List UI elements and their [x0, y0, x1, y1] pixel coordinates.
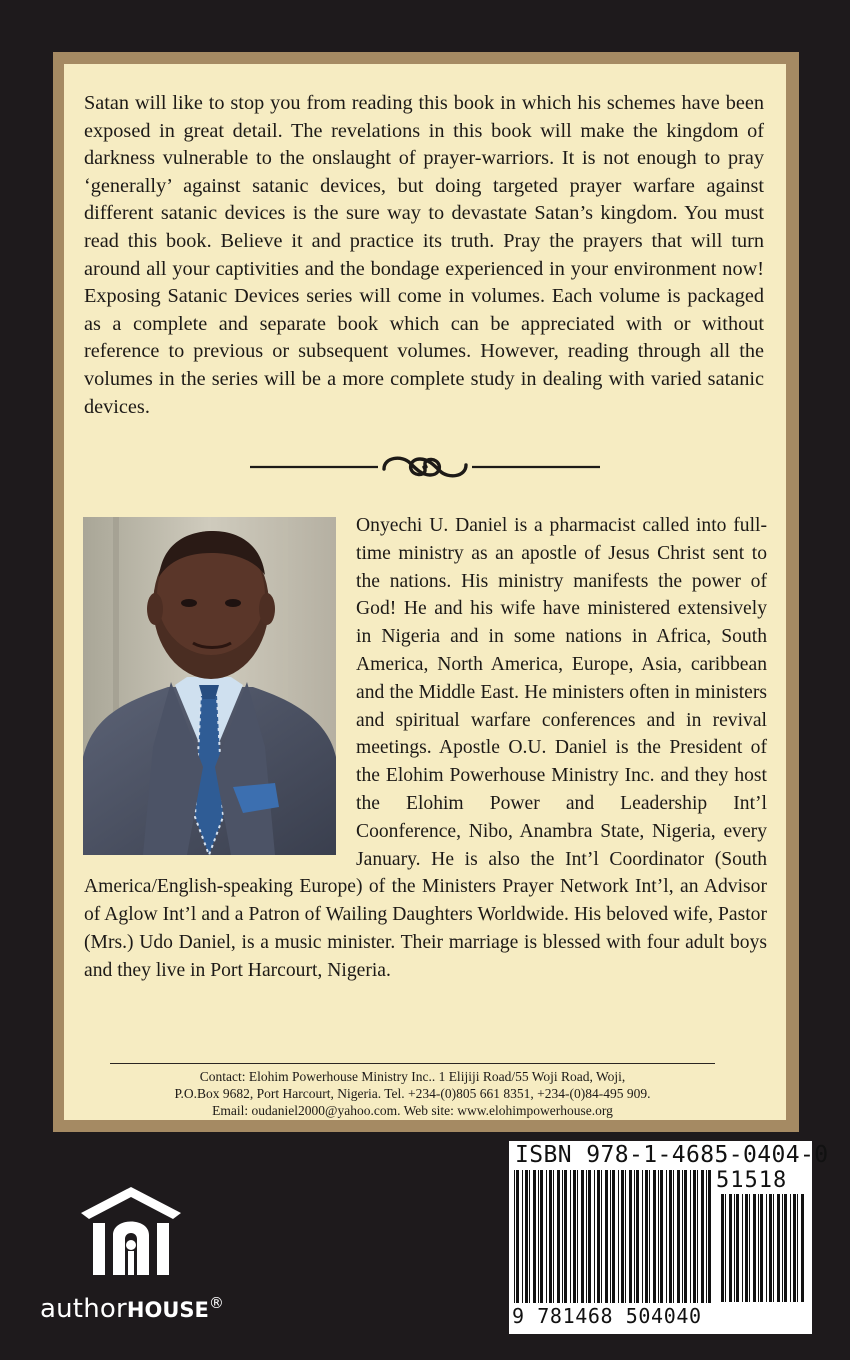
- isbn-barcode: [513, 1170, 713, 1305]
- logo-registered: ®: [208, 1294, 225, 1312]
- barcode-bar: [801, 1194, 804, 1302]
- barcode-bar: [618, 1170, 619, 1305]
- barcode-bar: [564, 1170, 567, 1305]
- price-barcode: [720, 1194, 804, 1302]
- barcode-bar: [660, 1170, 663, 1305]
- contact-block: [110, 1068, 715, 1119]
- barcode-bar: [577, 1170, 578, 1305]
- barcode-bar: [793, 1194, 796, 1302]
- barcode-bar: [766, 1194, 767, 1302]
- barcode-bar: [773, 1194, 774, 1302]
- barcode-bar: [790, 1194, 791, 1302]
- barcode-bar: [729, 1194, 732, 1302]
- barcode-bar: [684, 1170, 687, 1305]
- barcode-bar: [636, 1170, 639, 1305]
- barcode-bar: [669, 1170, 672, 1305]
- author-bio: [84, 512, 767, 985]
- barcode-bar: [629, 1170, 632, 1305]
- barcode-bar: [769, 1194, 772, 1302]
- barcode-bar: [645, 1170, 648, 1305]
- barcode-bar: [522, 1170, 523, 1305]
- barcode-bar: [553, 1170, 554, 1305]
- barcode-bar: [777, 1194, 780, 1302]
- barcode-bar: [610, 1170, 611, 1305]
- barcode-bar: [605, 1170, 608, 1305]
- barcode-bar: [736, 1194, 739, 1302]
- price-code: 51518: [716, 1168, 788, 1193]
- barcode-bar: [557, 1170, 560, 1305]
- barcode-bar: [573, 1170, 576, 1305]
- barcode-bar: [721, 1194, 724, 1302]
- barcode-bar: [701, 1170, 704, 1305]
- authorhouse-logo-icon: [77, 1183, 185, 1283]
- barcode-bar: [586, 1170, 587, 1305]
- contact-line-phone: P.O.Box 9682, Port Harcourt, Nigeria. Tel. +234-(0)805 661 8351, +234-(0)84-495 909.: [174, 1086, 651, 1101]
- barcode-bar: [649, 1170, 650, 1305]
- authorhouse-logo-text: [40, 1287, 224, 1326]
- barcode-bar: [546, 1170, 547, 1305]
- barcode-bar: [634, 1170, 635, 1305]
- barcode-number: 9 781468 504040: [512, 1303, 802, 1329]
- barcode-bar: [612, 1170, 615, 1305]
- logo-house: HOUSE: [126, 1298, 209, 1322]
- barcode-bar: [690, 1170, 691, 1305]
- barcode-bar: [673, 1170, 674, 1305]
- barcode-bar: [760, 1194, 763, 1302]
- logo-author: author: [40, 1294, 127, 1324]
- barcode-bar: [533, 1170, 536, 1305]
- barcode-bar: [525, 1170, 528, 1305]
- barcode-bar: [516, 1170, 519, 1305]
- barcode-bar: [601, 1170, 602, 1305]
- ornament-divider: [250, 445, 600, 489]
- barcode-bar: [621, 1170, 624, 1305]
- barcode-bar: [725, 1194, 726, 1302]
- barcode-bar: [597, 1170, 600, 1305]
- barcode-bar: [758, 1194, 759, 1302]
- book-blurb: Satan will like to stop you from reading this book in which his schemes have been exposed in great detail. The revelations in this book will make the kingdom of darkness vulnerable to the onslaught of prayer-warriors. It is not enough to pray ‘generally’ against satanic devices, but doing targeted prayer warfare against different satanic devices is the sure way to devastate Satan’s kingdom. You must read this book. Believe it and practice its truth. Pray the prayers that will turn around all your captivities and the bondage experienced in your environment now! Exposing Satanic Devices series will come in volumes. Each volume is packaged as a complete and separate book which can be appreciated with or without reference to previous or subsequent volumes. However, reading through all the volumes in the series will be a more complete study in dealing with varied satanic devices.: [84, 92, 764, 418]
- barcode-bar: [753, 1194, 756, 1302]
- barcode-bar: [653, 1170, 656, 1305]
- contact-line-email: Email: oudaniel2000@yahoo.com. Web site: www.elohimpowerhouse.org: [212, 1103, 613, 1118]
- barcode-bar: [706, 1170, 707, 1305]
- barcode-bar: [514, 1170, 515, 1305]
- barcode-bar: [784, 1194, 787, 1302]
- barcode-bar: [570, 1170, 571, 1305]
- barcode-bar: [697, 1170, 698, 1305]
- barcode-bar: [782, 1194, 783, 1302]
- barcode-bar: [734, 1194, 735, 1302]
- barcode-bar: [745, 1194, 748, 1302]
- barcode-bar: [666, 1170, 667, 1305]
- barcode-bar: [588, 1170, 591, 1305]
- barcode-bar: [581, 1170, 584, 1305]
- contact-line-address: Contact: Elohim Powerhouse Ministry Inc.. 1 Elijiji Road/55 Woji Road, Woji,: [199, 1069, 626, 1084]
- barcode-bar: [742, 1194, 743, 1302]
- barcode-bar: [677, 1170, 680, 1305]
- isbn-label: ISBN 978-1-4685-0404-0: [515, 1142, 829, 1168]
- barcode-bar: [682, 1170, 683, 1305]
- author-bio-text: Onyechi U. Daniel is a pharmacist called into full-time ministry as an apostle of Jesus Christ sent to the nations. His ministry manifests the power of God! He and his wife have ministered extensively in Nigeria and in some nations in Africa, South America, North America, Europe, Asia, caribbean and the Middle East. He ministers often in ministers and spiritual warfare conferences and in revival meetings. Apostle O.U. Daniel is the President of the Elohim Powerhouse Ministry Inc. and they host the Elohim Power and Leadership Int’l Coonference, Nibo, Anambra State, Nigeria, every January. He is also the Int’l Coordinator (South America/English-speaking Europe) of the Ministers Prayer Network Int’l, an Advisor of Aglow Int’l and a Patron of Wailing Daughters Worldwide. His beloved wife, Pastor (Mrs.) Udo Daniel, is a music minister. Their marriage is blessed with four adult boys and they live in Port Harcourt, Nigeria.: [84, 515, 767, 981]
- barcode-bar: [594, 1170, 595, 1305]
- barcode-bar: [642, 1170, 643, 1305]
- barcode-bar: [749, 1194, 750, 1302]
- barcode-bar: [562, 1170, 563, 1305]
- barcode-bar: [540, 1170, 543, 1305]
- barcode-bar: [658, 1170, 659, 1305]
- photo-spacer: [84, 512, 356, 858]
- barcode-bar: [538, 1170, 539, 1305]
- barcode-bar: [549, 1170, 552, 1305]
- barcode-bar: [625, 1170, 626, 1305]
- barcode-bar: [797, 1194, 798, 1302]
- barcode-bar: [708, 1170, 711, 1305]
- contact-divider: [110, 1063, 715, 1064]
- barcode-bar: [529, 1170, 530, 1305]
- barcode-bar: [693, 1170, 696, 1305]
